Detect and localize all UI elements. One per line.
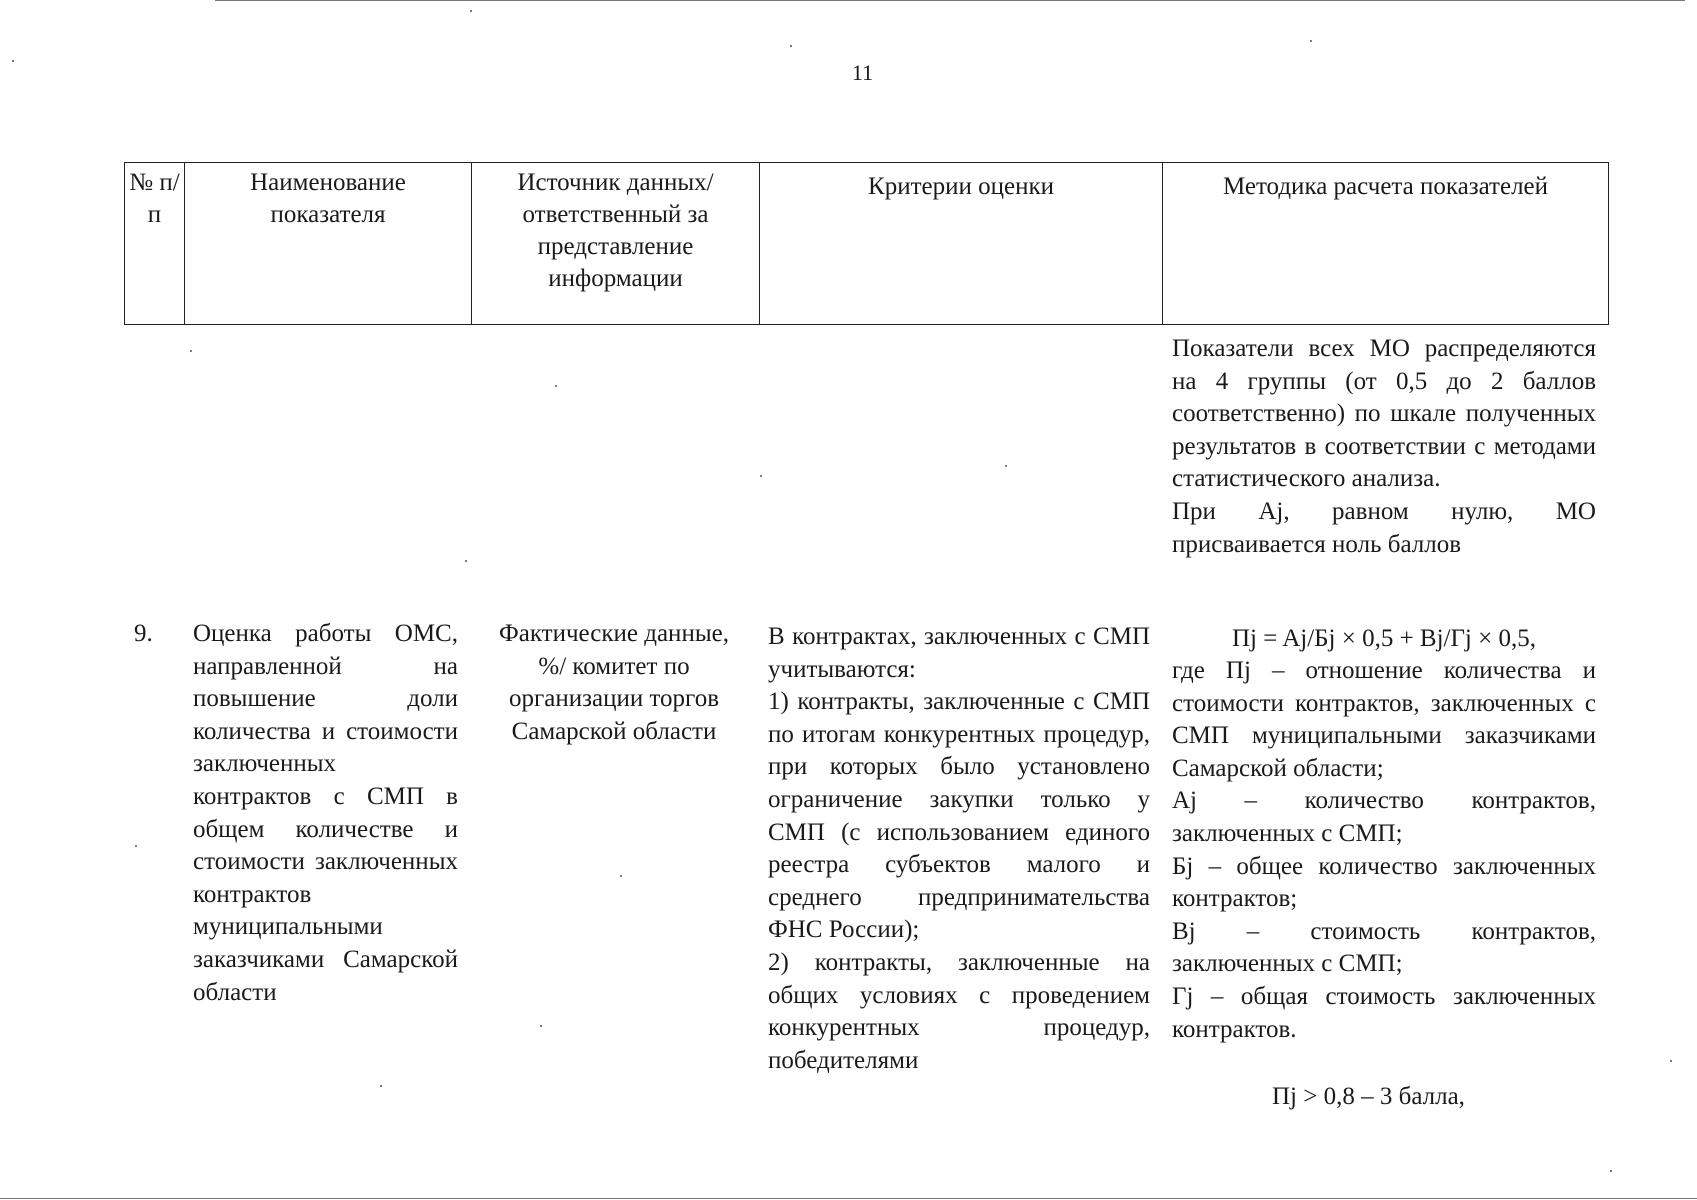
row9-criteria-item2: 2) контракты, заключенные на общих условиях с проведением конкурентных процедур, победителями [768, 948, 1150, 1074]
scan-speck [1670, 1060, 1672, 1062]
scan-speck [540, 1025, 542, 1027]
scan-speck [1610, 1170, 1612, 1172]
row9-criteria-intro: В контрактах, заключенных с СМП учитываются: [768, 623, 1150, 683]
row9-name [193, 618, 458, 1009]
scan-speck [380, 1085, 382, 1087]
page-number: 11 [851, 60, 874, 85]
scan-speck [760, 475, 762, 477]
scan-speck [790, 45, 792, 47]
row9-method-vj: Вj – стоимость контрактов, заключенных с СМП; [1172, 917, 1596, 978]
continuation-method-zero-rule: При Aj, равном нулю, МО присваивается ноль баллов [1172, 497, 1596, 558]
bottom-scan-edge [0, 1198, 1697, 1199]
continuation-method-text: Показатели всех МО распределяются на 4 группы (от 0,5 до 2 баллов соответственно) по шкале полученных результатов в соответствии с методами статистического анализа. [1172, 335, 1596, 493]
header-source: Источник данных/ ответственный за представление информации [472, 163, 760, 325]
row9-method-gj: Гj – общая стоимость заключенных контрактов. [1172, 982, 1596, 1043]
row9-name-text: Оценка работы ОМС, направленной на повышение доли количества и стоимости заключенных контрактов с СМП в общем количестве и стоимости заключенных контрактов муниципальными заказчиками Самарской области [193, 620, 458, 1006]
row9-criteria-item1: 1) контракты, заключенные с СМП по итогам конкурентных процедур, при которых было установлено ограничение закупки только у СМП (с использованием единого реестра субъектов малого и среднего предпринимательства ФНС России); [768, 688, 1150, 944]
header-name: Наименование показателя [185, 163, 472, 325]
header-method: Методика расчета показателей [1163, 163, 1609, 325]
scan-speck [190, 350, 192, 352]
row9-criteria [768, 621, 1150, 1077]
scan-speck [135, 845, 137, 847]
scan-speck [1310, 40, 1312, 42]
row9-score: Пj > 0,8 – 3 балла, [1272, 1083, 1465, 1110]
scan-speck [1005, 465, 1007, 467]
header-criteria: Критерии оценки [760, 163, 1163, 325]
scan-speck [620, 875, 622, 877]
scan-speck [470, 10, 472, 12]
row9-method-bj: Бj – общее количество заключенных контрактов; [1172, 852, 1596, 913]
row9-method-aj: Aj – количество контрактов, заключенных с СМП; [1172, 787, 1596, 847]
row9-formula: Пj = Aj/Бj × 0,5 + Вj/Гj × 0,5, [1232, 625, 1536, 652]
row9-source: Фактические данные, %/ комитет по организации торгов Самарской области [499, 620, 729, 745]
continuation-method [1172, 333, 1596, 561]
row9-num: 9. [134, 620, 153, 647]
top-scan-edge [215, 0, 1685, 1]
scan-speck [465, 560, 467, 562]
scan-speck [555, 385, 557, 387]
row9-method-definition: где Пj – отношение количества и стоимости контрактов, заключенных с СМП муниципальными заказчиками Самарской области; [1172, 657, 1596, 782]
row9-method [1172, 655, 1596, 1046]
scan-speck [12, 60, 14, 62]
header-num: № п/п [125, 163, 185, 325]
table-header [124, 162, 1609, 325]
